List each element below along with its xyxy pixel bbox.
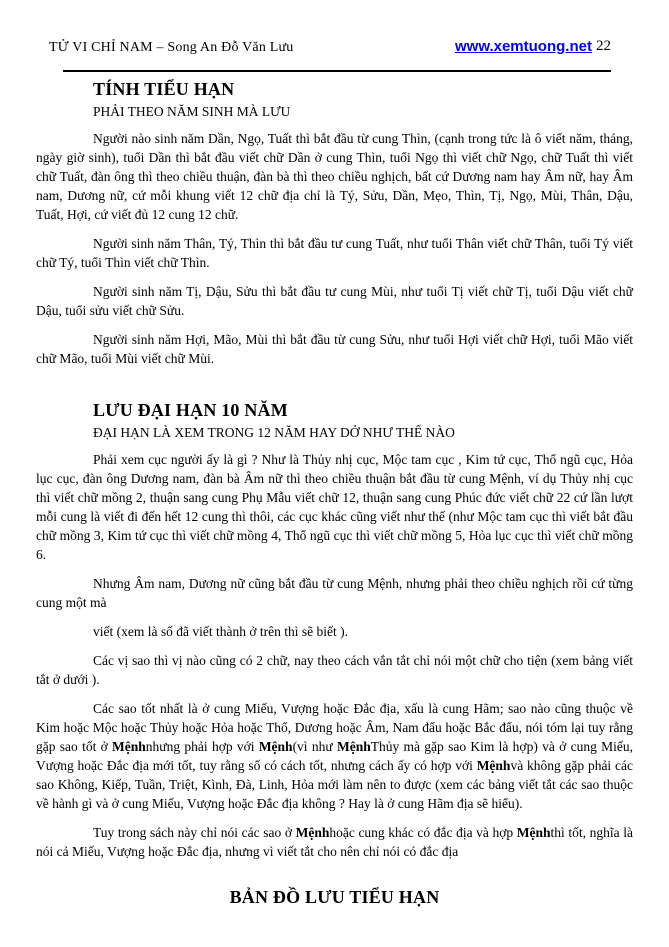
section-luu-dai-han <box>36 378 633 861</box>
paragraph: Người sinh năm Hợi, Mão, Mùi thì bắt đầu từ cung Sửu, như tuổi Hợi viết chữ Hợi, tuổi Mão viết chữ Mão, tuổi Mùi viết chữ Mùi. <box>36 332 633 366</box>
paragraph: Nhưng Âm nam, Dương nữ cũng bắt đầu từ cung Mệnh, nhưng phải theo chiều nghịch rồi cứ từng cung một mà <box>36 576 633 610</box>
page-content <box>36 74 633 908</box>
footer-heading: BẢN ĐỒ LƯU TIỂU HẠN <box>229 887 440 907</box>
paragraph: Các sao tốt nhất là ở cung Miếu, Vượng hoặc Đắc địa, xấu là cung Hãm; sao nào cũng thuộc về Kim hoặc Mộc hoặc Thủy hoặc Hỏa hoặc Thổ, Dương hoặc Âm, Nam đẩu hoặc Bắc đẩu, nói tóm lại tuy rằng gặp sao tốt ở Mệnhnhưng phải hợp với Mệnh(vì như MệnhThủy mà gặp sao Kim là hợp) và ở cung Miếu, Vượng hoặc Đắc địa mới tốt, tuy rằng số có cách tốt, nhưng cách ấy có hợp với Mệnhvà không gặp phải các sao Không, Kiếp, Tuần, Triệt, Kình, Đà, Linh, Hỏa mới làm nên to được (xem các bảng viết tắt các sao thuộc về hành gì và ở cung Miếu, Vượng hoặc Đắc địa không ? Hay là ở cung Hãm địa sẽ hiểu). <box>36 701 633 811</box>
page-number: 22 <box>596 38 611 54</box>
paragraph: Tuy trong sách này chỉ nói các sao ở Mệnhhoặc cung khác có đắc địa và hợp Mệnhthì tốt, nghĩa là nói cả Miếu, Vượng hoặc Đắc địa, nhưng vì viết tắt cho nên chỉ nói có đắc địa <box>36 825 633 859</box>
paragraph: Các vị sao thì vị nào cũng có 2 chữ, nay theo cách vắn tắt chỉ nói một chữ cho tiện (xem bảng viết tắt ở dưới ). <box>36 653 633 687</box>
section-tinh-tieu-han <box>36 74 633 368</box>
section-heading: LƯU ĐẠI HẠN 10 NĂM <box>93 400 288 420</box>
section-heading: TÍNH TIỂU HẠN <box>93 79 235 99</box>
section-paragraphs <box>36 450 633 861</box>
paragraph: Người sinh năm Thân, Tý, Thìn thì bắt đầu tư cung Tuất, như tuổi Thân viết chữ Thân, tuổi Tý viết chữ Tý, tuổi Thìn viết chữ Thìn. <box>36 236 633 270</box>
page-header <box>0 38 669 60</box>
section-subheading: ĐẠI HẠN LÀ XEM TRONG 12 NĂM HAY DỞ NHƯ THẾ NÀO <box>93 425 455 440</box>
paragraph: Phải xem cục người ấy là gì ? Như là Thủy nhị cục, Mộc tam cục , Kim tứ cục, Thổ ngũ cục, Hỏa lục cục, đàn ông Dương nam, đàn bà Âm nữ thì theo chiều thuận bắt đầu từ cung Mệnh, ví dụ Thủy nhị cục thì viết chữ mồng 2, thuận sang cung Phụ Mẫu viết chữ 12, thuận sang cung Phúc đức viết chữ 22 cứ lần lượt mỗi cung là viết đi đến hết 12 cung thì thôi, các cục khác cũng viết như thế (như Mộc tam cục thì viết bắt đầu chữ mồng 3, Kim tứ cục thì viết chữ mồng 4, Thổ ngũ cục thì viết chữ mồng 5, Hỏa lục cục thì viết chữ mồng 6. <box>36 452 633 562</box>
section-subheading: PHẢI THEO NĂM SINH MÀ LƯU <box>93 104 291 119</box>
paragraph: Người nào sinh năm Dần, Ngọ, Tuất thì bắt đầu từ cung Thìn, (cạnh trong tức là ô viết năm, tháng, ngày giờ sinh), tuổi Dần thì bắt đầu viết chữ Dần ở cung Thìn, tuổi Ngọ thì viết chữ Ngọ, chữ Tuất thì viết chữ Tuất, đàn ông thì theo chiều thuận, đàn bà thì theo chiều nghịch, bất cứ Dương nam hay Âm nữ, hay Âm nam, Dương nữ, cứ mỗi khung viết 12 chữ địa chỉ là Tý, Sửu, Dần, Mẹo, Thìn, Tị, Ngọ, Mùi, Thân, Dậu, Tuất, Hợi, cứ viết đủ 12 cung 12 chữ. <box>36 131 633 222</box>
header-divider <box>63 70 611 72</box>
paragraph: Người sinh năm Tị, Dậu, Sửu thì bắt đầu tư cung Mùi, như tuổi Tị viết chữ Tị, tuổi Dậu viết chữ Dậu, tuổi sửu viết chữ Sửu. <box>36 284 633 318</box>
section-paragraphs <box>36 129 633 368</box>
site-link[interactable]: www.xemtuong.net <box>455 38 592 55</box>
header-book-title: TỬ VI CHỈ NAM – Song An Đỗ Văn Lưu <box>49 40 294 55</box>
paragraph: viết (xem là số đã viết thành ở trên thì sẽ biết ). <box>93 624 348 639</box>
